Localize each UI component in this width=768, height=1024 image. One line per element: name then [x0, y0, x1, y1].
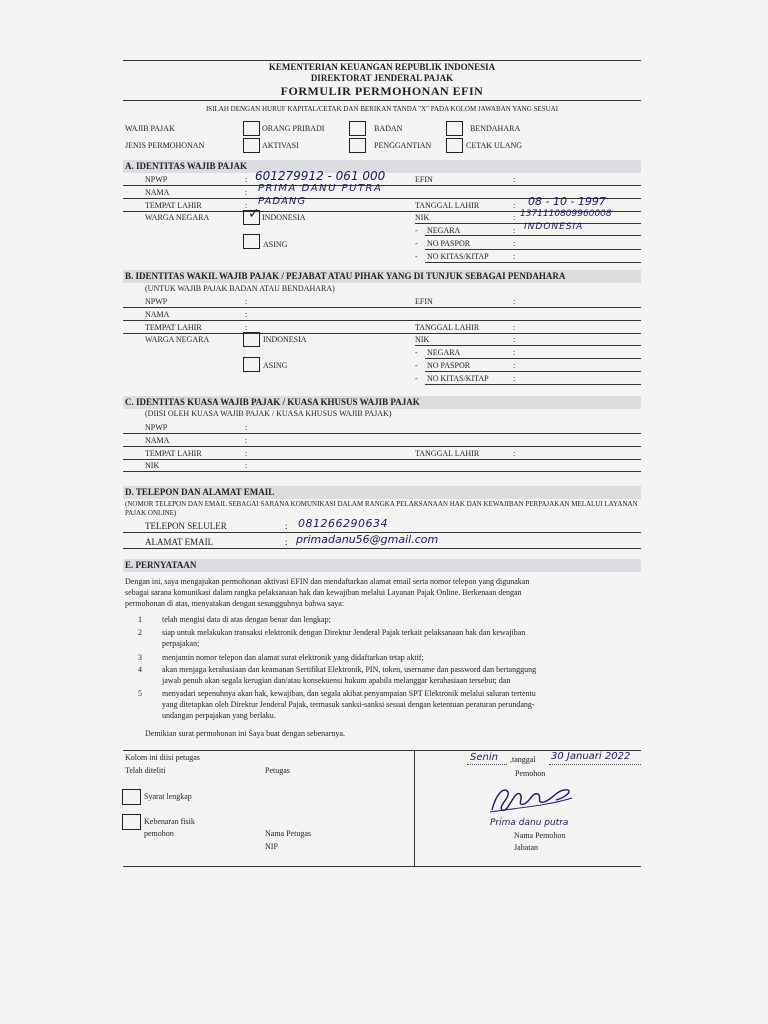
statement-text-1: telah mengisi data di atas dengan benar dan lengkap; [162, 615, 331, 624]
a-negara-colon: : [513, 226, 516, 235]
statement-text-4b: jawab penuh akan segala kerugian dan/atau konsekuensi hukum apabila melanggar kerahasiaan tersebut; dan [162, 676, 511, 685]
c-row-rule-1 [123, 433, 641, 434]
badan-checkbox[interactable] [349, 121, 366, 136]
statement-num-1: 1 [138, 615, 142, 624]
section-e-title: E. PERNYATAAN [125, 560, 197, 570]
bendahara-checkbox[interactable] [446, 121, 463, 136]
a-warga-label: WARGA NEGARA [145, 213, 210, 222]
ministry-title: KEMENTERIAN KEUANGAN REPUBLIK INDONESIA [268, 62, 496, 72]
a-tempat-colon: : [245, 201, 248, 210]
cetak-ulang-label: CETAK ULANG [466, 141, 523, 150]
kebenaran-fisik-label: Kebenaran fisik [144, 817, 195, 826]
c-tempat-label: TEMPAT LAHIR [145, 449, 202, 458]
c-row-rule-3 [123, 459, 641, 460]
b-kitas-rule [425, 384, 641, 385]
b-nik-colon: : [513, 335, 516, 344]
top-rule [123, 60, 641, 61]
a-negara-rule [425, 235, 641, 236]
statement-text-5a: menyadari sepenuhnya akan hak, kewajiban, dan segala akibat penyampaian SPT Elektronik melalui saluran tertentu [162, 689, 536, 698]
a-nama-value[interactable]: PRIMA DANU PUTRA [258, 183, 383, 194]
signature-name: Prima danu putra [490, 818, 569, 828]
b-efin-label: EFIN [415, 297, 433, 306]
section-a-title: A. IDENTITAS WAJIB PAJAK [125, 161, 248, 171]
wajib-pajak-label: WAJIB PAJAK [125, 124, 175, 133]
aktivasi-checkbox[interactable] [243, 138, 260, 153]
statement-num-5: 5 [138, 689, 142, 698]
c-row-rule-4 [123, 471, 641, 472]
phone-colon: : [285, 521, 288, 531]
c-tempat-colon: : [245, 449, 248, 458]
pemohon-sub-label: pemohon [144, 829, 174, 838]
b-tgl-colon: : [513, 323, 516, 332]
cetak-ulang-checkbox[interactable] [446, 138, 463, 153]
day-value[interactable]: Senin [470, 752, 498, 763]
date-line [549, 764, 641, 765]
a-negara-dash: - [415, 226, 418, 235]
b-negara-colon: : [513, 348, 516, 357]
b-tgl-label: TANGGAL LAHIR [415, 323, 480, 332]
b-nik-label: NIK [415, 335, 430, 344]
syarat-lengkap-checkbox[interactable] [122, 789, 141, 805]
c-nik-colon: : [245, 461, 248, 470]
c-nama-label: NAMA [145, 436, 170, 445]
a-paspor-rule [425, 249, 641, 250]
b-nik-rule [415, 345, 641, 346]
a-indonesia-label: INDONESIA [262, 213, 306, 222]
a-tgl-label: TANGGAL LAHIR [415, 201, 480, 210]
b-negara-dash: - [415, 348, 418, 357]
signature-icon [486, 780, 576, 820]
section-e-band [123, 559, 641, 572]
bendahara-label: BENDAHARA [470, 124, 521, 133]
statement-text-4a: akan menjaga kerahasiaan dan keamanan Sertifikat Elektronik, PIN, token, username dan password dan bertanggung [162, 665, 537, 674]
date-value[interactable]: 30 Januari 2022 [551, 751, 631, 762]
statement-text-5c: undangan perpajakan yang berlaku. [162, 711, 276, 720]
b-negara-label: NEGARA [427, 348, 461, 357]
section-c-subtitle: (DIISI OLEH KUASA WAJIB PAJAK / KUASA KHUSUS WAJIB PAJAK) [145, 409, 392, 418]
a-asing-checkbox[interactable] [243, 234, 260, 249]
jenis-permohonan-label: JENIS PERMOHONAN [125, 141, 205, 150]
statement-intro-1: Dengan ini, saya mengajukan permohonan aktivasi EFIN dan mendaftarkan alamat email serta nomor telepon yang digunakan [125, 577, 530, 586]
a-nik-colon: : [513, 213, 516, 222]
a-tempat-label: TEMPAT LAHIR [145, 201, 202, 210]
b-efin-colon: : [513, 297, 516, 306]
a-npwp-label: NPWP [145, 175, 168, 184]
b-kitas-label: NO KITAS/KITAP [427, 374, 489, 383]
a-nama-label: NAMA [145, 188, 170, 197]
orang-pribadi-checkbox[interactable] [243, 121, 260, 136]
section-b-subtitle: (UNTUK WAJIB PAJAK BADAN ATAU BENDAHARA) [145, 284, 335, 293]
statement-closing: Demikian surat permohonan ini Saya buat dengan sebenarnya. [145, 729, 345, 738]
aktivasi-label: AKTIVASI [262, 141, 299, 150]
pemohon-label: Pemohon [515, 769, 546, 778]
badan-label: BADAN [374, 124, 403, 133]
footer-divider [414, 750, 415, 866]
a-paspor-dash: - [415, 239, 418, 248]
email-rule [123, 548, 641, 549]
b-row-rule-1 [123, 307, 641, 308]
orang-pribadi-label: ORANG PRIBADI [262, 124, 325, 133]
b-asing-label: ASING [263, 361, 288, 370]
b-nama-label: NAMA [145, 310, 170, 319]
a-npwp-value[interactable]: 601279912 - 061 000 [255, 169, 386, 183]
b-paspor-rule [425, 371, 641, 372]
section-d-title: D. TELEPON DAN ALAMAT EMAIL [125, 487, 275, 497]
b-tempat-label: TEMPAT LAHIR [145, 323, 202, 332]
petugas-label: Petugas [265, 766, 290, 775]
a-tempat-value[interactable]: PADANG [258, 196, 307, 207]
b-nama-colon: : [245, 310, 248, 319]
b-asing-checkbox[interactable] [243, 357, 260, 372]
c-npwp-label: NPWP [145, 423, 168, 432]
title-rule [123, 100, 641, 101]
penggantian-checkbox[interactable] [349, 138, 366, 153]
statement-num-2: 2 [138, 628, 142, 637]
c-tgl-colon: : [513, 449, 516, 458]
day-line [467, 764, 507, 765]
c-npwp-colon: : [245, 423, 248, 432]
b-negara-rule [425, 358, 641, 359]
c-nik-label: NIK [145, 461, 160, 470]
a-asing-label: ASING [263, 240, 288, 249]
b-kitas-dash: - [415, 374, 418, 383]
c-tgl-label: TANGGAL LAHIR [415, 449, 480, 458]
a-negara-value[interactable]: INDONESIA [524, 222, 584, 232]
footer-bottom-rule [123, 866, 641, 867]
statement-intro-3: permohonan di atas, menyatakan dengan sesungguhnya bahwa saya: [125, 599, 345, 608]
a-nik-value[interactable]: 1371110809960008 [520, 209, 612, 219]
a-kitas-colon: : [513, 252, 516, 261]
statement-text-3: menjamin nomor telepon dan alamat surat elektronik yang didaftarkan tetap aktif; [162, 653, 424, 662]
a-tgl-colon: : [513, 201, 516, 210]
nip-label: NIP [265, 842, 278, 851]
c-row-rule-2 [123, 446, 641, 447]
email-value[interactable]: primadanu56@gmail.com [296, 533, 439, 546]
a-nama-colon: : [245, 188, 248, 197]
nama-petugas-label: Nama Petugas [265, 829, 311, 838]
b-row-rule-3 [123, 333, 641, 334]
statement-intro-2: sebagai sarana komunikasi dalam rangka pelaksanaan hak dan kewajiban melalui Layanan Pajak Online. Berkenaan dengan [125, 588, 522, 597]
tanggal-label: ,tanggal [510, 755, 536, 764]
b-npwp-label: NPWP [145, 297, 168, 306]
email-label: ALAMAT EMAIL [145, 537, 214, 547]
b-warga-label: WARGA NEGARA [145, 335, 210, 344]
b-row-rule-2 [123, 320, 641, 321]
b-indonesia-checkbox[interactable] [243, 332, 260, 347]
a-efin-colon: : [513, 175, 516, 184]
syarat-lengkap-label: Syarat lengkap [144, 792, 192, 801]
statement-text-2b: perpajakan; [162, 639, 200, 648]
c-nama-colon: : [245, 436, 248, 445]
a-paspor-colon: : [513, 239, 516, 248]
instruction-text: ISILAH DENGAN HURUF KAPITAL/CETAK DAN BERIKAN TANDA "X" PADA KOLOM JAWABAN YANG SESUAI [205, 105, 559, 113]
jabatan-label: Jabatan [514, 843, 538, 852]
b-indonesia-label: INDONESIA [263, 335, 307, 344]
b-tempat-colon: : [245, 323, 248, 332]
b-paspor-dash: - [415, 361, 418, 370]
statement-num-3: 3 [138, 653, 142, 662]
b-npwp-colon: : [245, 297, 248, 306]
statement-text-2a: siap untuk melakukan transaksi elektronik dengan Direktur Jenderal Pajak terkait pelaksanaan hak dan kewajiban [162, 628, 526, 637]
a-kitas-label: NO KITAS/KITAP [427, 252, 489, 261]
statement-num-4: 4 [138, 665, 142, 674]
b-paspor-colon: : [513, 361, 516, 370]
a-negara-label: NEGARA [427, 226, 461, 235]
a-efin-label: EFIN [415, 175, 433, 184]
section-d-note-2: PAJAK ONLINE) [125, 509, 177, 517]
kebenaran-fisik-checkbox[interactable] [122, 814, 141, 830]
a-check-mark-icon: ✓ [248, 206, 260, 222]
a-paspor-label: NO PASPOR [427, 239, 471, 248]
section-c-title: C. IDENTITAS KUASA WAJIB PAJAK / KUASA KHUSUS WAJIB PAJAK [125, 397, 420, 407]
phone-value[interactable]: 081266290634 [298, 517, 388, 530]
officer-heading: Kolom ini diisi petugas [125, 753, 200, 762]
b-kitas-colon: : [513, 374, 516, 383]
a-kitas-rule [425, 262, 641, 263]
section-d-note-1: (NOMOR TELEPON DAN EMAIL SEBAGAI SARANA KOMUNIKASI DALAM RANGKA PELAKSANAAN HAK DAN KEWAJIBAN PERPAJAKAN MELALUI LAYANAN [125, 500, 638, 508]
phone-label: TELEPON SELULER [145, 521, 227, 531]
statement-text-5b: yang ditetapkan oleh Direktur Jenderal Pajak, termasuk sanksi-sanksi sesuai dengan ketentuan peraturan perundang- [162, 700, 535, 709]
penggantian-label: PENGGANTIAN [374, 141, 432, 150]
form-title: FORMULIR PERMOHONAN EFIN [280, 84, 484, 98]
a-kitas-dash: - [415, 252, 418, 261]
directorate-title: DIREKTORAT JENDERAL PAJAK [310, 73, 454, 83]
a-tgl-value[interactable]: 08 - 10 - 1997 [528, 195, 606, 208]
nama-pemohon-label: Nama Pemohon [514, 831, 566, 840]
a-nik-label: NIK [415, 213, 430, 222]
a-npwp-colon: : [245, 175, 248, 184]
telah-diteliti-label: Telah diteliti [125, 766, 166, 775]
section-b-title: B. IDENTITAS WAKIL WAJIB PAJAK / PEJABAT ATAU PIHAK YANG DI TUNJUK SEBAGAI PENDAHARA [125, 271, 566, 281]
b-paspor-label: NO PASPOR [427, 361, 471, 370]
email-colon: : [285, 537, 288, 547]
